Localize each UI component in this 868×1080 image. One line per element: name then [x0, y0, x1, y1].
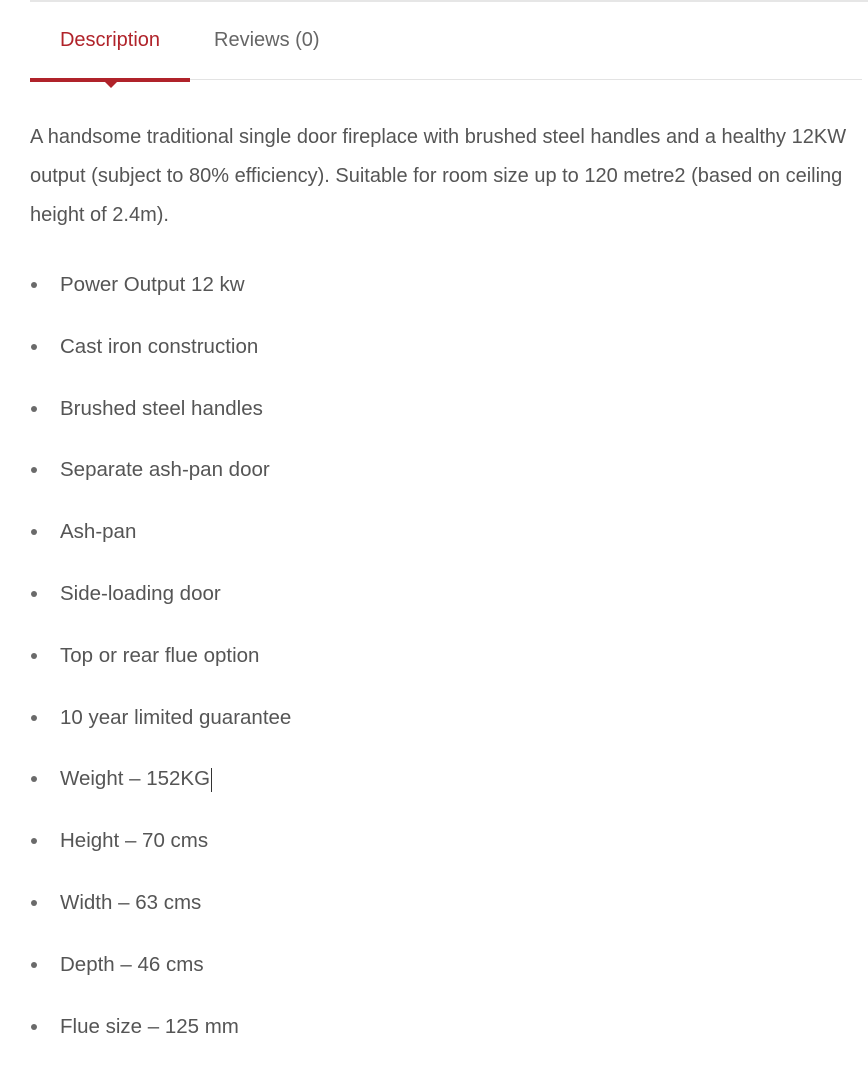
- tab-reviews[interactable]: [214, 3, 320, 79]
- list-item: [30, 1015, 850, 1077]
- feature-text: Height – 70 cms: [60, 829, 209, 853]
- list-item: [30, 397, 850, 459]
- active-tab-pointer-icon: [105, 82, 117, 88]
- bullet-icon: [31, 406, 37, 412]
- list-item: [30, 335, 850, 397]
- feature-text: Top or rear flue option: [60, 643, 260, 667]
- bullet-icon: [31, 282, 37, 288]
- feature-text: Separate ash-pan door: [60, 458, 270, 482]
- feature-text: 10 year limited guarantee: [60, 705, 292, 729]
- list-item: [30, 582, 850, 644]
- feature-text: Side-loading door: [60, 581, 221, 605]
- bullet-icon: [31, 838, 37, 844]
- bullet-icon: [31, 962, 37, 968]
- feature-text: Weight – 152KG: [60, 767, 211, 791]
- feature-text: Width – 63 cms: [60, 890, 202, 914]
- tab-description-label: Description: [59, 29, 161, 51]
- bullet-icon: [31, 653, 37, 659]
- tab-reviews-label: Reviews (0): [214, 29, 320, 51]
- list-item: [30, 767, 850, 829]
- list-item: [30, 644, 850, 706]
- tab-description[interactable]: [30, 3, 190, 79]
- list-item: [30, 706, 850, 768]
- list-item: [30, 953, 850, 1015]
- feature-list: [30, 273, 850, 1076]
- description-panel: [30, 118, 850, 1076]
- list-item: [30, 891, 850, 953]
- text-cursor: [211, 768, 212, 792]
- top-divider: [30, 0, 868, 2]
- bullet-icon: [31, 591, 37, 597]
- list-item: [30, 829, 850, 891]
- feature-text: Brushed steel handles: [60, 396, 263, 420]
- feature-text: Power Output 12 kw: [60, 273, 245, 296]
- list-item: [30, 458, 850, 520]
- feature-text: Cast iron construction: [60, 334, 259, 358]
- description-intro: A handsome traditional single door fireplace with brushed steel handles and a healthy 12KW output (subject to 80% efficiency). Suitable for room size up to 120 metre2 (based on ceiling height of 2.4m).: [30, 126, 847, 226]
- feature-text: Flue size – 125 mm: [60, 1014, 239, 1038]
- bullet-icon: [31, 900, 37, 906]
- feature-text: Depth – 46 cms: [60, 952, 204, 976]
- bullet-icon: [31, 344, 37, 350]
- product-tabs: [30, 3, 862, 80]
- feature-text: Ash-pan: [60, 520, 137, 544]
- bullet-icon: [31, 776, 37, 782]
- bullet-icon: [31, 467, 37, 473]
- bullet-icon: [31, 1024, 37, 1030]
- list-item: [30, 273, 850, 335]
- list-item: [30, 520, 850, 582]
- bullet-icon: [31, 715, 37, 721]
- bullet-icon: [31, 529, 37, 535]
